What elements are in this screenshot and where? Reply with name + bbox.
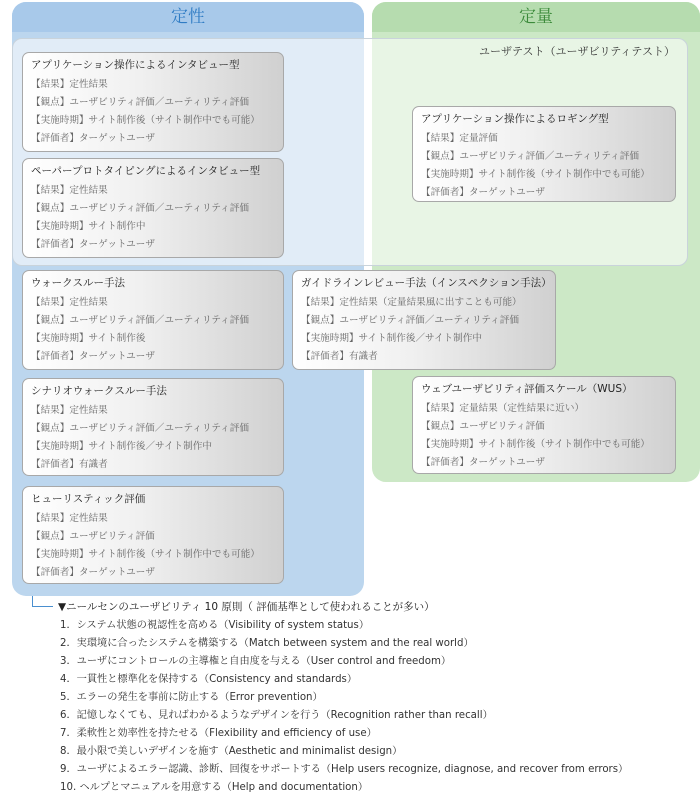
- card-title: ウェブユーザビリティ評価スケール（WUS）: [421, 383, 633, 395]
- card-timing: 【実施時期】サイト制作後（サイト制作中でも可能）: [421, 439, 650, 450]
- card-evaluator: 【評価者】ターゲットユーザ: [31, 133, 155, 144]
- card-title: ヒューリスティック評価: [31, 493, 146, 505]
- card-viewpoint: 【観点】ユーザビリティ評価／ユーティリティ評価: [421, 151, 639, 162]
- list-item: 9．ユーザによるエラー認識、診断、回復をサポートする（Help users recognize, diagnose, and recover from errors）: [60, 764, 629, 775]
- quantitative-header: 定量: [372, 2, 700, 32]
- card-viewpoint: 【観点】ユーザビリティ評価／ユーティリティ評価: [31, 97, 249, 108]
- list-item: 3．ユーザにコントロールの主導権と自由度を与える（User control and freedom）: [60, 656, 452, 667]
- list-item: 8．最小限で美しいデザインを施す（Aesthetic and minimalist design）: [60, 746, 403, 757]
- usertest-title: ユーザテスト（ユーザビリティテスト）: [478, 45, 675, 58]
- card-title: ガイドラインレビュー手法（インスペクション手法）: [301, 277, 552, 289]
- list-item: 1．システム状態の視認性を高める（Visibility of system status）: [60, 620, 370, 631]
- card-title: ウォークスルー手法: [31, 277, 125, 289]
- principles-list: [60, 617, 628, 797]
- list-item: 2．実環境に合ったシステムを構築する（Match between system and the real world）: [60, 638, 474, 649]
- card-title: アプリケーション操作によるインタビュー型: [31, 59, 240, 71]
- card-result: 【結果】定性結果: [31, 79, 108, 90]
- card-result: 【結果】定性結果: [31, 405, 108, 416]
- card-evaluator: 【評価者】ターゲットユーザ: [421, 457, 545, 468]
- card-result: 【結果】定量結果（定性結果に近い）: [421, 403, 585, 414]
- list-item: 7．柔軟性と効率性を持たせる（Flexibility and efficiency of use）: [60, 728, 377, 739]
- card-timing: 【実施時期】サイト制作中: [31, 221, 146, 232]
- card-evaluator: 【評価者】有識者: [301, 351, 378, 362]
- card-viewpoint: 【観点】ユーザビリティ評価／ユーティリティ評価: [31, 203, 249, 214]
- card-viewpoint: 【観点】ユーザビリティ評価: [421, 421, 545, 432]
- card-evaluator: 【評価者】有識者: [31, 459, 108, 470]
- method-card: [412, 106, 676, 202]
- card-timing: 【実施時期】サイト制作後／サイト制作中: [31, 441, 212, 452]
- card-result: 【結果】定性結果: [31, 185, 108, 196]
- card-timing: 【実施時期】サイト制作後（サイト制作中でも可能）: [421, 169, 650, 180]
- card-result: 【結果】定性結果: [31, 297, 108, 308]
- method-card: [412, 376, 676, 474]
- card-result: 【結果】定量評価: [421, 133, 498, 144]
- card-evaluator: 【評価者】ターゲットユーザ: [31, 567, 155, 578]
- method-card: [22, 378, 284, 476]
- list-connector: [32, 596, 53, 607]
- method-card: [22, 52, 284, 152]
- card-viewpoint: 【観点】ユーザビリティ評価／ユーティリティ評価: [301, 315, 519, 326]
- card-evaluator: 【評価者】ターゲットユーザ: [421, 187, 545, 198]
- method-card: [22, 158, 284, 258]
- list-item: 6．記憶しなくても、見ればわかるようなデザインを行う（Recognition rather than recall）: [60, 710, 493, 721]
- card-evaluator: 【評価者】ターゲットユーザ: [31, 351, 155, 362]
- card-timing: 【実施時期】サイト制作後: [31, 333, 146, 344]
- card-timing: 【実施時期】サイト制作後（サイト制作中でも可能）: [31, 549, 260, 560]
- card-viewpoint: 【観点】ユーザビリティ評価／ユーティリティ評価: [31, 315, 249, 326]
- card-viewpoint: 【観点】ユーザビリティ評価／ユーティリティ評価: [31, 423, 249, 434]
- card-evaluator: 【評価者】ターゲットユーザ: [31, 239, 155, 250]
- card-timing: 【実施時期】サイト制作後（サイト制作中でも可能）: [31, 115, 260, 126]
- principles-title: ▼ニールセンのユーザビリティ 10 原則（ 評価基準として使われることが多い）: [58, 601, 435, 613]
- card-timing: 【実施時期】サイト制作後／サイト制作中: [301, 333, 482, 344]
- card-title: アプリケーション操作によるロギング型: [421, 113, 609, 125]
- card-title: シナリオウォークスルー手法: [31, 385, 167, 397]
- list-item: 10. ヘルプとマニュアルを用意する（Help and documentation）: [60, 782, 369, 793]
- list-item: 5．エラーの発生を事前に防止する（Error prevention）: [60, 692, 323, 703]
- list-item: 4．一貫性と標準化を保持する（Consistency and standards）: [60, 674, 358, 685]
- method-card: [22, 270, 284, 370]
- method-card: [292, 270, 556, 370]
- card-viewpoint: 【観点】ユーザビリティ評価: [31, 531, 155, 542]
- qualitative-header: 定性: [12, 2, 364, 32]
- method-card: [22, 486, 284, 584]
- card-title: ペーパープロトタイピングによるインタビュー型: [31, 165, 261, 177]
- card-result: 【結果】定性結果: [31, 513, 108, 524]
- card-result: 【結果】定性結果（定量結果風に出すことも可能）: [301, 297, 522, 308]
